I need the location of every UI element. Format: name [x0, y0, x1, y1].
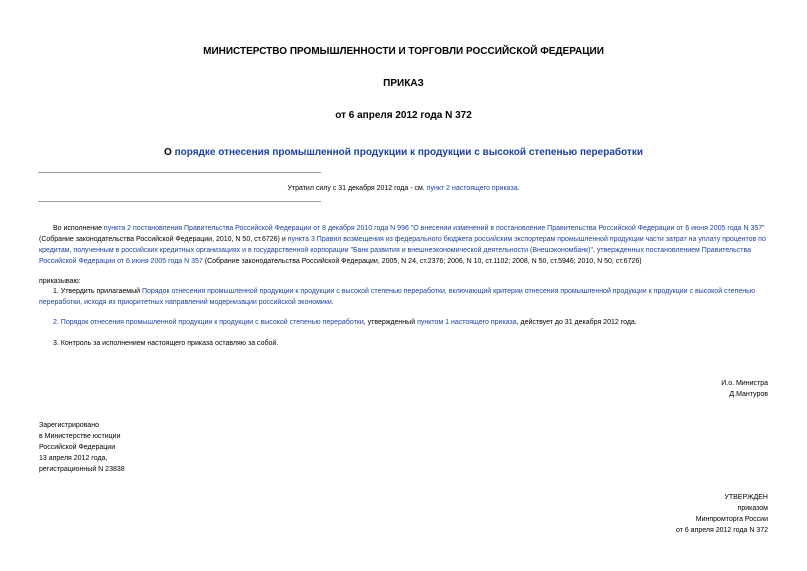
expiry-text: Утратил силу с 31 декабря 2012 года - см.	[287, 185, 427, 192]
expiry-suffix: .	[517, 185, 520, 192]
signature-block	[560, 378, 768, 400]
registration-line-1: Зарегистрировано	[39, 422, 99, 429]
preamble-text-2: (Собрание законодательства Российской Федерации, 2010, N 50, ст.6726) и	[39, 236, 288, 243]
doc-date-number: от 6 апреля 2012 года N 372	[335, 110, 472, 121]
approved-line-4: от 6 апреля 2012 года N 372	[675, 527, 768, 534]
doc-title-link[interactable]: порядке отнесения промышленной продукции к продукции с высокой степенью переработки	[174, 147, 643, 158]
bottom-rule	[38, 201, 321, 202]
top-rule	[38, 172, 321, 173]
approved-line-3: Минпромторга России	[695, 516, 768, 523]
item-1-link[interactable]: Порядок отнесения промышленной продукции к продукции с высокой степенью переработки, включающий критерии отнесения промышленной продукции к продукции с высокой степенью переработки, исходя из приоритетных направлений модернизации российской экономики	[39, 288, 756, 306]
preamble-link-rules[interactable]: пункта 3 Правил возмещения из федерального бюджета российским экспортерам промышленной продукции части затрат на уплату процентов по кредитам, полученным в российских кредитных организациях и в государственной корпорации "Банк развития и внешнеэкономической деятельности (Внешэкономбанк)", утвержденных постановлением Правительства Российской Федерации от 6 июня 2005 года N 357	[39, 236, 766, 265]
approved-block	[560, 492, 768, 536]
item-3-paragraph: 3. Контроль за исполнением настоящего приказа оставляю за собой.	[53, 340, 279, 347]
approved-line-1: УТВЕРЖДЕН	[724, 494, 768, 501]
expiry-link[interactable]: пункт 2 настоящего приказа	[426, 185, 518, 192]
item-1-paragraph	[39, 286, 769, 308]
signature-name: Д.Мантуров	[729, 391, 768, 398]
item-2-text-2: , действует до 31 декабря 2012 года.	[516, 319, 637, 326]
preamble-paragraph	[39, 223, 769, 267]
preamble-link-resolution[interactable]: пункта 2 постановления Правительства Российской Федерации от 8 декабря 2010 года N 996 "О внесении изменений в постановление Правительства Российской Федерации от 6 июня 2005 года N 357"	[103, 225, 765, 232]
doc-title	[0, 147, 807, 158]
registration-line-5: регистрационный N 23838	[39, 466, 125, 473]
signature-position: И.о. Министра	[721, 380, 768, 387]
registration-line-3: Российской Федерации	[39, 444, 116, 451]
item-2-text-1: , утвержденный	[363, 319, 418, 326]
registration-block	[39, 420, 239, 475]
item-1-text-1: 1. Утвердить прилагаемый	[53, 288, 142, 295]
ministry-heading: МИНИСТЕРСТВО ПРОМЫШЛЕННОСТИ И ТОРГОВЛИ РОССИЙСКОЙ ФЕДЕРАЦИИ	[203, 46, 604, 57]
registration-line-4: 13 апреля 2012 года,	[39, 455, 108, 462]
item-2-link-procedure[interactable]: 2. Порядок отнесения промышленной продукции к продукции с высокой степенью переработки	[53, 319, 364, 326]
item-2-link-point[interactable]: пунктом 1 настоящего приказа	[417, 319, 517, 326]
registration-line-2: в Министерстве юстиции	[39, 433, 121, 440]
order-word: приказываю:	[39, 278, 81, 285]
preamble-text-3: (Собрание законодательства Российской Федерации, 2005, N 24, ст.2376; 2006, N 10, ст.1102; 2008, N 50, ст.5946; 2010, N 50, ст.6726)	[202, 258, 642, 265]
item-2-paragraph	[39, 317, 769, 328]
item-1-text-2: .	[331, 299, 334, 306]
preamble-text-1: Во исполнение	[53, 225, 104, 232]
expiry-note	[0, 183, 807, 194]
approved-line-2: приказом	[737, 505, 768, 512]
doc-title-prefix: О	[164, 147, 175, 158]
doc-type-heading: ПРИКАЗ	[383, 78, 424, 89]
